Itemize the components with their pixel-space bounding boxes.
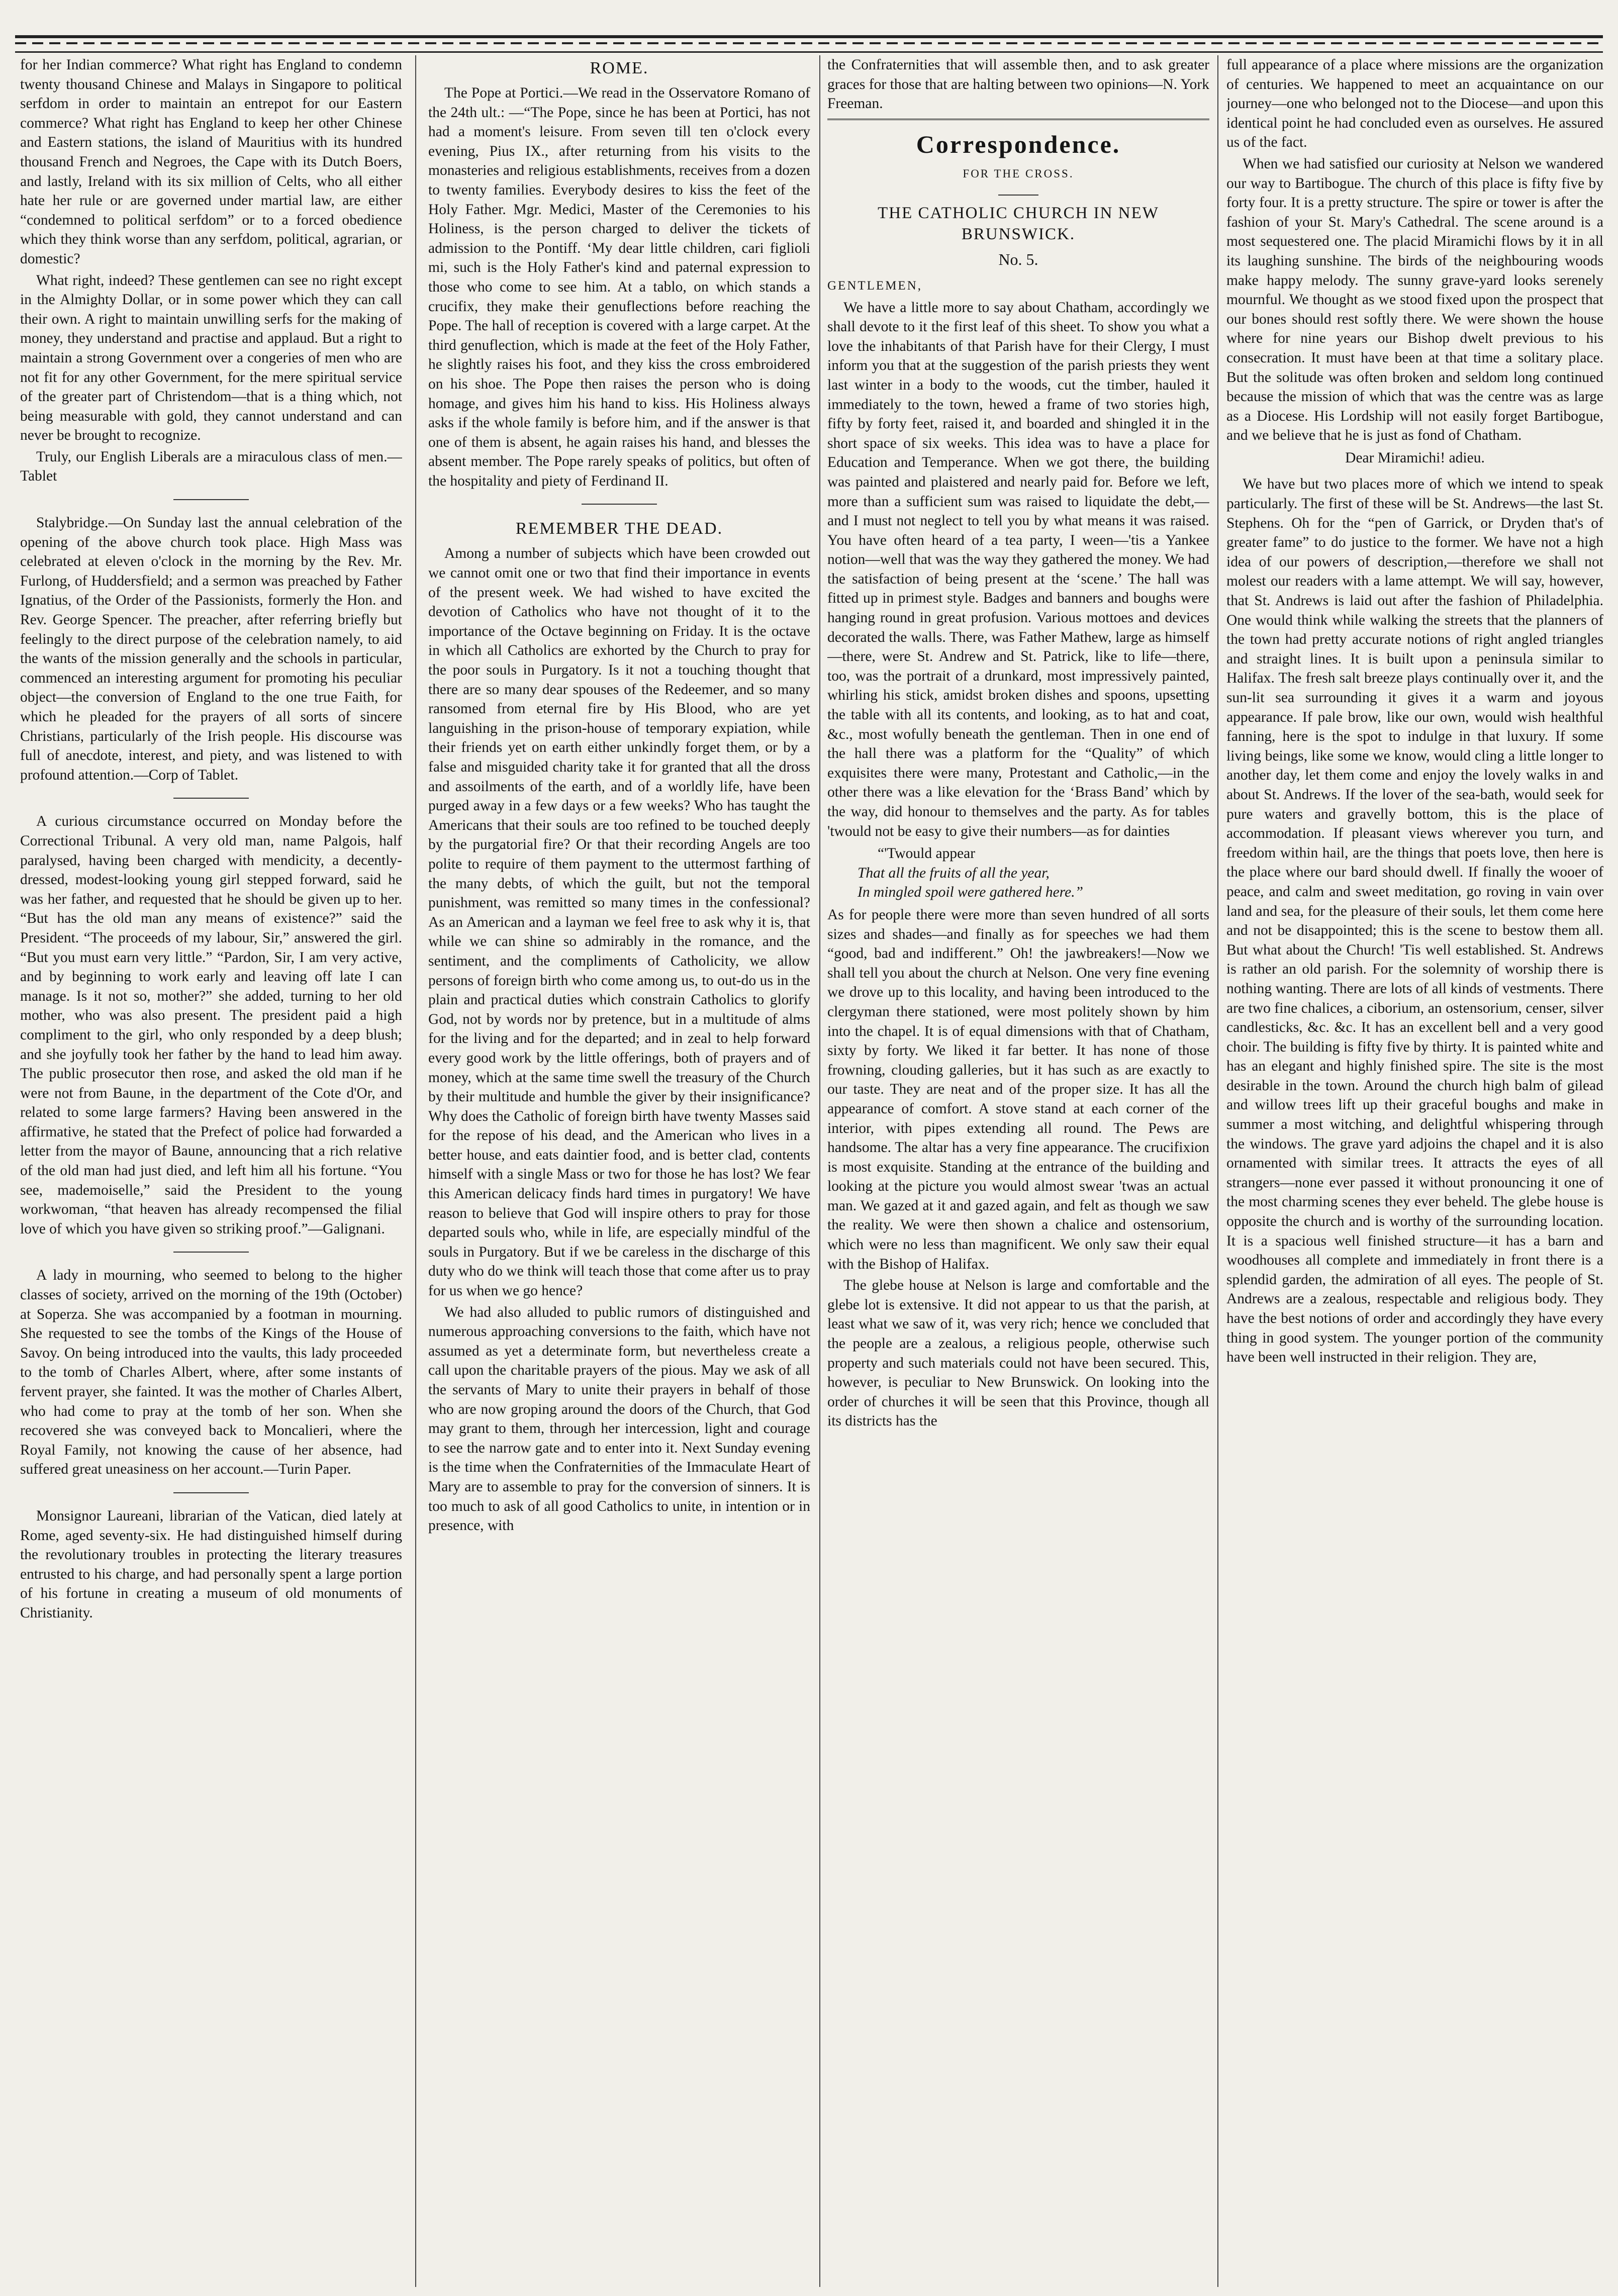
article-paragraph: A curious circumstance occurred on Monday before the Correctional Tribunal. A very old man, name Palgois, half paralysed, having been charged with mendicity, a decently-dressed, modest-looking young girl stepped forward, said he was her father, and requested that he should be given up to her. “But has the old man any means of existence?” said the President. “The proceeds of my labour, Sir,” answered the girl. “But you must earn very little.” “Pardon, Sir, I am very active, and by beginning to work early and leaving off late I can manage. Is it not so, mother?” she added, turning to her old mother, who was also present. The president paid a high compliment to the girl, who only responded by a deep blush; and she joyfully took her father by the hand to lead him away. The public prosecutor then rose, and asked the old man if he were not from Baune, in the department of the Cote d'Or, and related to some large farmers? Having been answered in the affirmative, he stated that the Prefect of police had forwarded a letter from the mayor of Baune, announcing that a rich relative of the old man had just died, and left him all his fortune. “You see, mademoiselle,” said the President to the young workwoman, “that heaven has already recompensed the filial love of which you have given so striking proof.”—Galignani. [20, 813, 402, 1237]
section-heading: REMEMBER THE DEAD. [515, 519, 723, 538]
article-paragraph: for her Indian commerce? What right has England to condemn twenty thousand Chinese and Malays in Singapore to political serfdom in order to maintain an entrepot for our Eastern commerce? What right has England to keep her other Chinese and Eastern stations, the island of Mauritius with its hundred thousand French and Negroes, the Cape with its Dutch Boers, and lastly, Ireland with its six million of Celts, who all either hate her rule or are governed under martial law, are either “condemned to political serfdom” or to a forced obedience which they think worse than any serfdom, political, agrarian, or domestic? [20, 57, 402, 267]
article-paragraph: We had also alluded to public rumors of distinguished and numerous approaching conversions to the faith, which have not assumed as yet a determinate form, but nevertheless create a call upon the charitable prayers of the pious. May we ask of all the servants of Mary to unite their prayers in behalf of those who are now groping around the doors of the Church, that God may grant to them, through her intercession, light and courage to see the narrow gate and to enter into it. Next Sunday evening is the time when the Confraternities of the Immaculate Heart of Mary are to assemble to pray for the conversion of sinners. It is too much to ask of all good Catholics to unite, in intention or in presence, with [428, 1304, 810, 1534]
separator [173, 1252, 249, 1253]
column-3 [827, 55, 1209, 2287]
salutation: GENTLEMEN, [827, 278, 922, 293]
separator [173, 1492, 249, 1493]
separator [173, 499, 249, 500]
article-title: THE CATHOLIC CHURCH IN NEW BRUNSWICK. [878, 204, 1159, 244]
article-paragraph: As for people there were more than seven hundred of all sorts sizes and shades—and finally as for speeches we had them “good, bad and indifferent.” Oh! the jawbreakers!—Now we shall tell you about the church at Nelson. One very fine evening we drove up to this locality, and having been introduced to the clergyman there stationed, were most politely shown by him into the chapel. It is of equal dimensions with that of Chatham, sixty by forty. We liked it far better. It has none of those frowning, clouding galleries, but it has such as are exactly to our taste. They are neat and of the proper size. It has all the appearance of comfort. A stove stand at each corner of the interior, with pipes extending all round. The Pews are handsome. The altar has a very fine appearance. The crucifixion is most exquisite. Standing at the entrance of the building and looking at the picture you would almost swear 'twas an actual man. We gazed at it and gazed again, and felt as though we saw the reality. We were then shown a chalice and ostensorium, which were no less than magnificent. We only saw their equal with the Bishop of Halifax. [827, 906, 1209, 1272]
article-paragraph: When we had satisfied our curiosity at Nelson we wandered our way to Bartibogue. The church of this place is fifty five by forty four. It is a pretty structure. The spire or tower is after the fashion of your St. Mary's Cathedral. The scene around is a most sequestered one. The placid Miramichi flows by it in all its laughing sunshine. The birds of the neighbouring woods make happy melody. The sunny grave-yard looks serenely mournful. We thought as we stood fixed upon the prospect that our bones should rest softly there. We were shown the house where for nine years our Bishop dwelt previous to his consecration. It must have been at that time a solitary place. But the solitude was often broken and seldom long continued because the mission of which that was the centre was as large as a Diocese. His Lordship will not easily forget Bartibogue, and we believe that he is just as fond of Chatham. [1226, 155, 1603, 444]
article-paragraph: We have a little more to say about Chatham, accordingly we shall devote to it the first leaf of this sheet. To show you what a love the inhabitants of that Parish have for their Clergy, I must inform you that at the suggestion of the parish priests they went last winter in a body to the woods, cut the timber, hauled it immediately to the town, hewed a frame of two stories high, fifty by forty feet, raised it, and boarded and shingled it in the short space of six weeks. This idea was to have a place for Education and Temperance. When we got there, the building was painted and plaistered and nearly paid for. Before we left, more than a sufficient sum was raised to liquidate the debt,—and I must not neglect to tell you by what means it was raised. You have often heard of a tea party, I ween—'tis a Yankee notion—well that was the way they gathered the money. We had the satisfaction of being present at the ‘scene.’ The hall was fitted up in primest style. Badges and banners and boughs were hanging round in great profusion. Various mottoes and devices decorated the walls. There, was Father Mathew, large as himself—there, were St. Andrew and St. Patrick, like to life—there, too, was the portrait of a drunkard, most impressively painted, whirling his stick, amidst broken dishes and spoons, upsetting the table with all its contents, and looking, as to hat and coat, &c., most wofully beneath the gentleman. Then in one end of the hall there was a platform for the “Quality” of which exquisites there were many, Protestant and Catholic,—in the other there was a like elevation for the ‘Brass Band’ which by the way, did honour to themselves and the party. As for tables 'twould not be easy to give their numbers—as for dainties [827, 299, 1209, 839]
article-paragraph: full appearance of a place where missions are the organization of centuries. We happened to meet an acquaintance on our journey—one who belonged not to the Diocese—and upon this identical point he had concluded even as ourselves. He assured us of the fact. [1226, 57, 1603, 151]
article-paragraph: Among a number of subjects which have been crowded out we cannot omit one or two that find their importance in events of the present week. We had wished to have excited the devotion of Catholics who have not thought of it to the importance of the Octave beginning on Friday. It is the octave in which all Catholics are exhorted by the Church to pray for the poor souls in Purgatory. Is it not a touching thought that there are so many dear spouses of the Redeemer, and so many ransomed from eternal fire by His Blood, who are yet languishing in the prison-house of temporary expiation, while their friends yet on earth either unkindly forget them, or by a false and misguided charity take it for granted that all the dross and assoilments of the earth, and of a worldly life, have been purged away in a few days or a few weeks? Who has taught the Americans that their souls are too refined to be touched deeply by the purgatorial fire? Or that their recording Angels are too polite to require of them payment to the uttermost farthing of the many debts, of which the guilt, but not the temporal punishment, was remitted so many times in the confessional? As an American and a layman we feel free to ask why it is, that while we can shine so admirably in the romance, and the sentiment, and the compliments of Catholicity, we allow persons of foreign birth who come among us, to out-do us in the plain and practical duties which constrain Catholics to glorify God, not by words nor by pretence, but in a multitude of alms for the living and for the departed; and in zeal to help forward every good work by the little offerings, both of prayers and of money, which at the same time swell the treasury of the Church by their multitude and humble the giver by their insignificance? Why does the Catholic of foreign birth have twenty Masses said for the repose of his dead, and the American who lives in a better house, and eats daintier food, and is better clad, contents himself with a single Mass or two for those he has lost? We fear this American delicacy finds hard times in purgatory! We have reason to believe that God will inspire others to pray for those departed souls who, while in life, are especially mindful of the souls in Purgatory. But if we be careless in the discharge of this duty who do we think will teach those that come after us to pray for us when we go hence? [428, 545, 810, 1299]
verse-line: In mingled spoil were gathered here.” [858, 884, 1083, 901]
column-rule [1217, 55, 1218, 2287]
article-paragraph: What right, indeed? These gentlemen can see no right except in the Almighty Dollar, or in some power which they can call their own. A right to maintain unwilling serfs for the making of money, they understand and practise and applaud. But a right to maintain a strong Government over a congeries of men who are not fit for any other Government, for the mere spiritual service of the greater part of Christendom—that is a thing which, not being measurable with gold, they cannot understand and can never be brought to recognize. [20, 272, 402, 444]
separator [582, 504, 657, 505]
column-4 [1226, 55, 1603, 2287]
separator [173, 798, 249, 799]
article-paragraph: Truly, our English Liberals are a miraculous class of men.—Tablet [20, 448, 402, 485]
top-border-rule [15, 35, 1603, 53]
column-1 [20, 55, 402, 2287]
separator [998, 195, 1038, 196]
column-2 [428, 55, 810, 2287]
column-rule [415, 55, 416, 2287]
article-paragraph: A lady in mourning, who seemed to belong to the higher classes of society, arrived on the morning of the 19th (October) at Soperza. She was accompanied by a footman in mourning. She requested to see the tombs of the Kings of the House of Savoy. On being introduced into the vaults, this lady proceeded to the tomb of Charles Albert, where, after some instants of fervent prayer, she fainted. It was the mother of Charles Albert, who had come to pray at the tomb of her son. When she recovered she was conveyed back to Moncalieri, where the Royal Family, not knowing the cause of her absence, had suffered great uneasiness on her account.—Turin Paper. [20, 1267, 402, 1478]
byline: FOR THE CROSS. [963, 167, 1074, 180]
verse-line: “'Twould appear [878, 845, 976, 862]
article-paragraph: the Confraternities that will assemble then, and to ask greater graces for those that are halting between two opinions—N. York Freeman. [827, 57, 1209, 112]
section-heading: ROME. [590, 59, 649, 77]
article-paragraph: The glebe house at Nelson is large and comfortable and the glebe lot is extensive. It did not appear to us that the parish, at least what we saw of it, was very rich; hence we concluded that the people are a zealous, a religious people, otherwise such property and such materials could not have been secured. This, however, is peculiar to New Brunswick. On looking into the order of churches it will be seen that this Province, though all its districts has the [827, 1277, 1209, 1429]
verse-line: That all the fruits of all the year, [858, 865, 1050, 881]
verse-quote [858, 844, 1209, 902]
separator [827, 119, 1209, 120]
article-paragraph: The Pope at Portici.—We read in the Osservatore Romano of the 24th ult.: —“The Pope, since he has been at Portici, has not had a moment's leisure. From seven till ten o'clock every evening, Pius IX., after returning from his visits to the monasteries and religious establishments, receives from a dozen to twenty families. Everybody desires to kiss the feet of the Holy Father. Mgr. Medici, Master of the Ceremonies to his Holiness, is the person charged to deliver the tickets of admission to the Pontiff. ‘My dear little children, cari figlioli mi, such is the Holy Father's kind and paternal expression to those who come to see him. At a tablo, on which stands a crucifix, they make their genuflections before reaching the Pope. The hall of reception is covered with a large carpet. At the third genuflection, which is made at the feet of the Holy Father, he slightly raises his foot, and they kiss the cross embroidered on his shoe. The Pope then raises the person who is doing homage, and gives him his hand to kiss. His Holiness always asks if the whole family is before him, and if the answer is that one of them is absent, he again raises his hand, and blesses the absent member. The Pope rarely speaks of politics, but often of the hospitality and piety of Ferdinand II. [428, 85, 810, 489]
article-paragraph: Monsignor Laureani, librarian of the Vatican, died lately at Rome, aged seventy-six. He had distinguished himself during the revolutionary troubles in protecting the literary treasures entrusted to his charge, and had personally spent a large portion of his fortune in creating a museum of old monuments of Christianity. [20, 1507, 402, 1621]
section-heading: Correspondence. [916, 130, 1121, 158]
article-number: No. 5. [998, 250, 1038, 269]
article-paragraph: We have but two places more of which we intend to speak particularly. The first of these will be St. Andrews—the last St. Stephens. Oh for the “pen of Garrick, or Dryden that's of greater fame” to do justice to the former. We have not a high idea of our powers of description,—therefore we shall not molest our readers with a lame attempt. We will say, however, that St. Andrews is laid out after the fashion of Philadelphia. One would think while walking the streets that the planners of the town had pretty accurate notions of right angled triangles and straight lines. It is built upon a peninsula similar to Halifax. The fresh salt breeze plays continually over it, and the sun-lit sea surrounding it gives it a warm and joyous appearance. If pale brow, like our own, would wish healthful fanning, here is the spot to indulge in that luxury. If some living beings, like some we know, would cling a little longer to another day, let them come and enjoy the lovely walks in and about St. Andrews. If the lover of the sea-bath, would seek for pure waters and gravelly bottom, this is the place of accommodation. If pleasant views wherever you turn, and freedom within hail, are the things that poets love, then here is the place where our bard should dwell. If finally the wooer of peace, and calm and sweet meditation, go roving in vain over land and sea, for the pleasure of their souls, let them come here and not be disappointed; this is the scene to bestow them all. But what about the Church! 'Tis well established. St. Andrews is rather an old parish. For the solemnity of worship there is nothing wanting. There are lots of all kinds of vestments. There are two fine chalices, a ciborium, an ostensorium, censer, silver candlesticks, &c. &c. It has an excellent bell and a very good choir. The building is fifty five by thirty. It is painted white and has an elegant and highly finished spire. The site is the most desirable in the town. Around the church high balm of gilead and willow trees lift up their graceful boughs and make in summer a most witching, and delightful whispering through the windows. The grave yard adjoins the chapel and it is also ornamented with similar trees. It attracts the eyes of all strangers—none ever passed it without pronouncing it one of the most charming scenes they ever beheld. The glebe house is opposite the church and is worthy of the surrounding location. It is a spacious well finished structure—it has a barn and woodhouses all complete and immediately in front there is a splendid garden, the admiration of all eyes. The people of St. Andrews are a zealous, respectable and religious body. They have the best notions of order and accordingly they have every thing in good system. The younger portion of the community have been well instructed in their religion. They are, [1226, 476, 1603, 1366]
column-rule [819, 55, 820, 2287]
article-paragraph: Stalybridge.—On Sunday last the annual celebration of the opening of the above church took place. High Mass was celebrated at eleven o'clock in the morning by the Rev. Mr. Furlong, of Huddersfield; and a sermon was preached by Father Ignatius, of the Order of the Passionists, formerly the Hon. and Rev. George Spencer. The preacher, after referring briefly but feelingly to the direct purpose of the celebration namely, to aid the wants of the mission generally and the schools in particular, commenced an interesting argument for promoting his peculiar object—the conversion of England to the one true Faith, for which he pleaded for the prayers of all sorts of sincere Christians, particularly of the Irish people. His discourse was full of anecdote, interest, and piety, and was listened to with profound attention.—Corp of Tablet. [20, 515, 402, 783]
farewell-line: Dear Miramichi! adieu. [1345, 449, 1485, 466]
